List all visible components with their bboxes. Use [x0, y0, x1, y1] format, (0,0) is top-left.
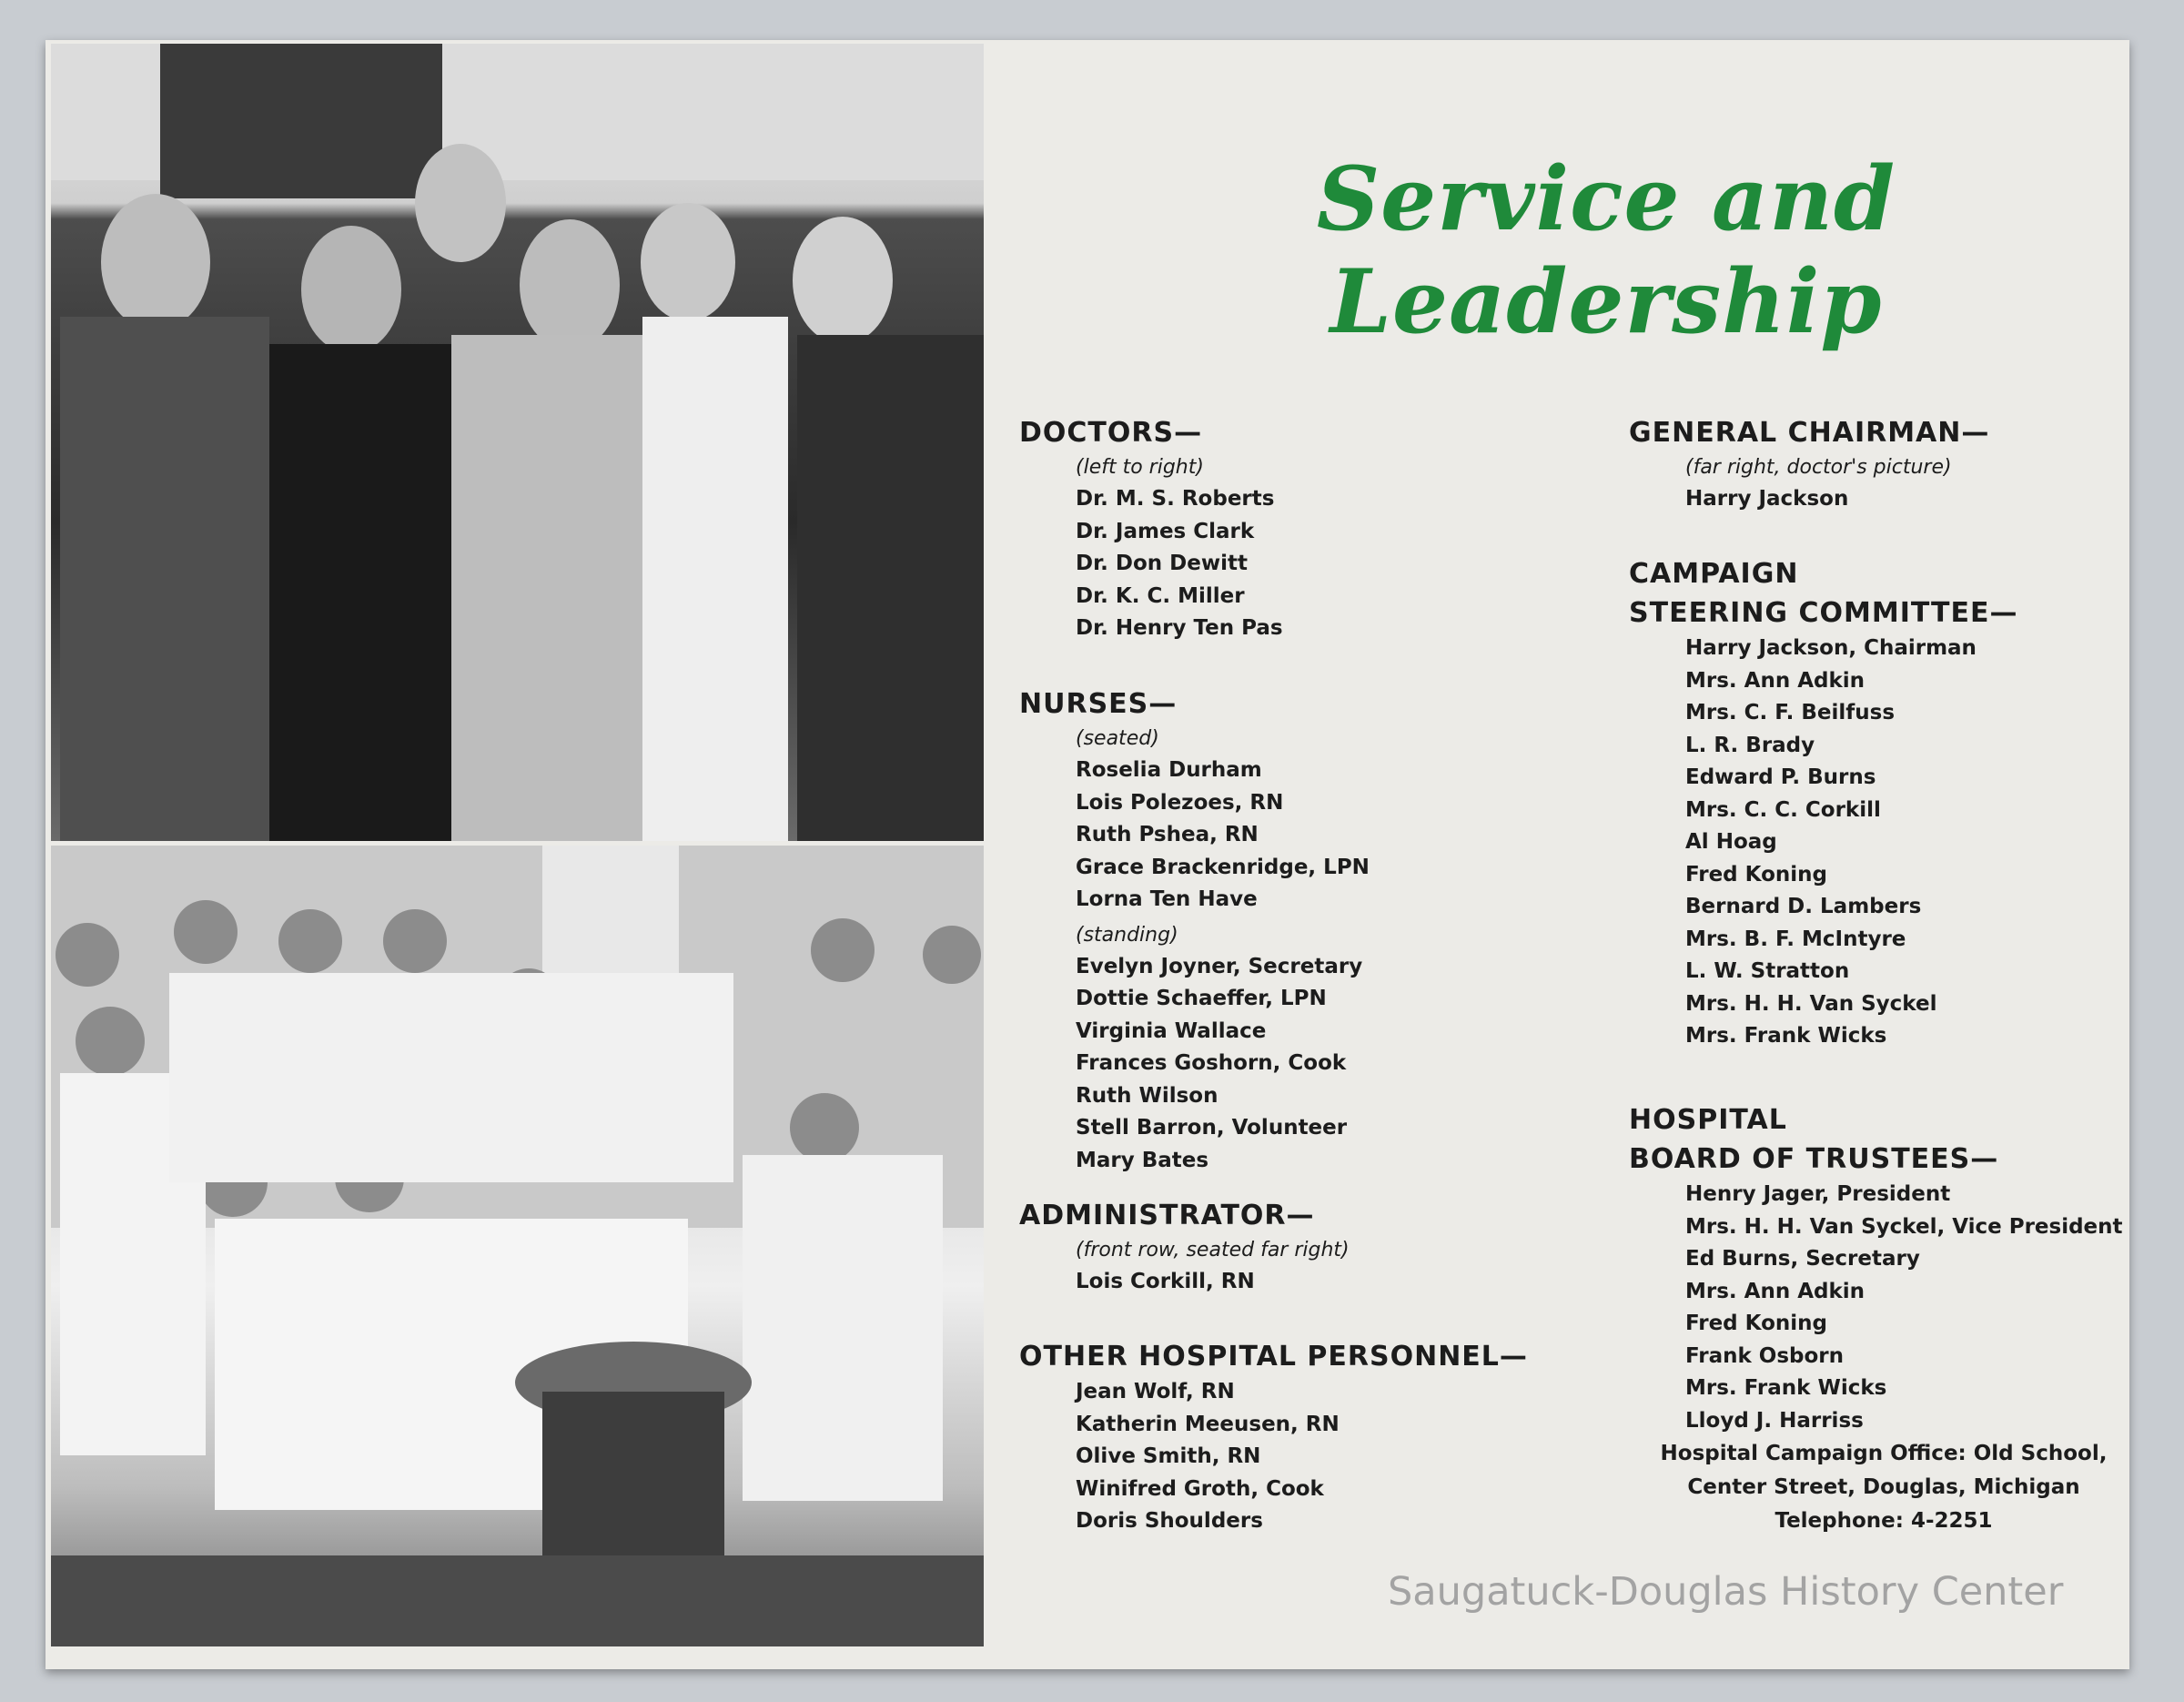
list-item: Mrs. C. C. Corkill	[1685, 797, 1881, 822]
list-item: Al Hoag	[1685, 830, 1777, 854]
list-item: L. W. Stratton	[1685, 959, 1850, 983]
list-item: Ruth Wilson	[1076, 1083, 1218, 1108]
list-item: Dr. Don Dewitt	[1076, 552, 1248, 575]
committee-heading-line2: STEERING COMMITTEE—	[1629, 597, 2018, 629]
list-item: Fred Koning	[1685, 1312, 1827, 1335]
list-item: Lorna Ten Have	[1076, 887, 1258, 911]
list-item: Katherin Meeusen, RN	[1076, 1412, 1340, 1436]
list-item: Mrs. Ann Adkin	[1685, 668, 1866, 693]
campaign-office	[1629, 1437, 2129, 1538]
brochure-page	[46, 40, 2129, 1669]
administrator-section	[1019, 1196, 1583, 1299]
doctors-list	[1019, 483, 1583, 645]
list-item: Stell Barron, Volunteer	[1076, 1116, 1348, 1140]
other-personnel-section	[1019, 1337, 1583, 1538]
list-item: Mrs. Ann Adkin	[1685, 1279, 1866, 1303]
doctors-note: (left to right)	[1076, 456, 1204, 479]
list-item: Lois Polezoes, RN	[1076, 790, 1284, 815]
list-item: Mrs. C. F. Beilfuss	[1685, 701, 1896, 724]
list-item: Ed Burns, Secretary	[1685, 1247, 1920, 1271]
list-item: Frank Osborn	[1685, 1343, 1845, 1368]
nurses-photo	[51, 846, 984, 1646]
administrator-heading: ADMINISTRATOR—	[1019, 1200, 1315, 1231]
doctors-photo	[51, 44, 984, 841]
list-item: Edward P. Burns	[1685, 765, 1876, 789]
list-item: Dr. Henry Ten Pas	[1076, 616, 1283, 640]
list-item: Jean Wolf, RN	[1076, 1380, 1235, 1403]
list-item: Mrs. Frank Wicks	[1685, 1376, 1887, 1400]
nurses-standing-note: (standing)	[1076, 923, 1178, 947]
nurses-section	[1019, 684, 1583, 1177]
list-item: L. R. Brady	[1685, 733, 1815, 757]
nurses-standing-list	[1019, 951, 1583, 1178]
chairman-note: (far right, doctor's picture)	[1685, 456, 1952, 479]
list-item: Doris Shoulders	[1076, 1509, 1263, 1533]
doctors-heading: DOCTORS—	[1019, 417, 1203, 449]
office-line-3: Telephone: 4-2251	[1774, 1509, 1993, 1533]
administrator-note: (front row, seated far right)	[1076, 1239, 1350, 1261]
list-item: Olive Smith, RN	[1076, 1444, 1261, 1468]
list-item: Mrs. H. H. Van Syckel	[1685, 991, 1937, 1016]
committee-list	[1629, 633, 2129, 1053]
list-item: Virginia Wallace	[1076, 1018, 1267, 1043]
list-item: Lloyd J. Harriss	[1685, 1408, 1864, 1433]
page-title: Service and Leadership	[1316, 147, 1896, 353]
list-item: Ruth Pshea, RN	[1076, 823, 1259, 846]
list-item: Lois Corkill, RN	[1076, 1270, 1255, 1293]
list-item: Henry Jager, President	[1685, 1182, 1951, 1206]
list-item: Winifred Groth, Cook	[1076, 1476, 1324, 1501]
trustees-section	[1629, 1100, 2129, 1437]
doctors-section	[1019, 413, 1583, 645]
other-personnel-heading: OTHER HOSPITAL PERSONNEL—	[1019, 1341, 1528, 1373]
other-personnel-list	[1019, 1376, 1583, 1538]
list-item: Evelyn Joyner, Secretary	[1076, 954, 1363, 978]
office-line-2: Center Street, Douglas, Michigan	[1687, 1475, 2080, 1499]
nurses-heading: NURSES—	[1019, 688, 1178, 720]
list-item: Mrs. Frank Wicks	[1685, 1024, 1887, 1048]
list-item: Fred Koning	[1685, 862, 1827, 886]
list-item: Roselia Durham	[1076, 758, 1262, 782]
trustees-list	[1629, 1179, 2129, 1437]
list-item: Mrs. B. F. McIntyre	[1685, 927, 1906, 951]
trustees-heading-line1: HOSPITAL	[1629, 1104, 1787, 1136]
list-item: Dottie Schaeffer, LPN	[1076, 987, 1327, 1010]
list-item: Dr. James Clark	[1076, 519, 1255, 543]
committee-heading-line1: CAMPAIGN	[1629, 558, 1799, 590]
nurses-seated-list	[1019, 755, 1583, 917]
office-line-1: Hospital Campaign Office: Old School,	[1660, 1442, 2108, 1465]
chairman-list	[1629, 483, 2129, 516]
administrator-list	[1019, 1266, 1583, 1299]
doctors-photo-figures	[51, 44, 984, 841]
list-item: Dr. M. S. Roberts	[1076, 487, 1275, 511]
list-item: Mary Bates	[1076, 1148, 1209, 1172]
chairman-heading: GENERAL CHAIRMAN—	[1629, 417, 1990, 449]
list-item: Harry Jackson, Chairman	[1685, 636, 1977, 660]
nurses-seated-note: (seated)	[1076, 727, 1159, 750]
list-item: Frances Goshorn, Cook	[1076, 1051, 1347, 1075]
watermark: Saugatuck-Douglas History Center	[1388, 1569, 2064, 1615]
list-item: Dr. K. C. Miller	[1076, 583, 1245, 608]
list-item: Harry Jackson	[1685, 487, 1849, 511]
list-item: Mrs. H. H. Van Syckel, Vice President	[1685, 1214, 2123, 1239]
list-item: Grace Brackenridge, LPN	[1076, 855, 1370, 879]
chairman-section	[1629, 413, 2129, 516]
list-item: Bernard D. Lambers	[1685, 895, 1922, 918]
committee-section	[1629, 554, 2129, 1053]
nurses-photo-figures	[51, 846, 984, 1646]
trustees-heading-line2: BOARD OF TRUSTEES—	[1629, 1143, 1999, 1175]
